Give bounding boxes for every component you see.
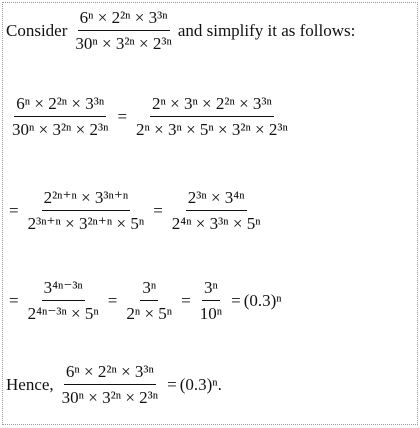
equals-sign: = [107, 290, 118, 310]
intro-prefix: Consider [6, 20, 68, 40]
step-3-second-denominator: 2ⁿ × 5ⁿ [126, 304, 173, 323]
step-3-second-numerator: 3ⁿ [140, 278, 158, 301]
equals-sign: = [181, 290, 191, 310]
step-2-first-denominator: 2³ⁿ⁺ⁿ × 3²ⁿ⁺ⁿ × 5ⁿ [27, 214, 145, 233]
step-1-lhs-fraction [10, 94, 110, 139]
intro-suffix: and simplify it as follows: [177, 20, 356, 40]
intro-fraction [73, 8, 173, 53]
step-2-second-denominator: 2⁴ⁿ × 3³ⁿ × 5ⁿ [171, 214, 261, 233]
step-3-result: (0.3)ⁿ [243, 290, 282, 310]
step-3-second-fraction [124, 278, 174, 323]
equals-sign: = [9, 290, 19, 310]
intro-numerator: 6ⁿ × 2²ⁿ × 3³ⁿ [78, 8, 170, 31]
step-3-third-denominator: 10ⁿ [199, 304, 223, 323]
step-1-rhs-denominator: 2ⁿ × 3ⁿ × 5ⁿ × 3²ⁿ × 2³ⁿ [136, 120, 288, 139]
equals-sign: = [231, 290, 241, 310]
step-2-first-fraction [26, 188, 147, 233]
step-3-first-numerator: 3⁴ⁿ⁻³ⁿ [42, 278, 85, 301]
intro-line [6, 8, 357, 53]
conclusion-denominator: 30ⁿ × 3²ⁿ × 2³ⁿ [61, 388, 159, 407]
equals-sign: = [9, 200, 19, 220]
conclusion-prefix: Hence, [6, 374, 54, 394]
step-2-second-numerator: 2³ⁿ × 3⁴ⁿ [186, 188, 247, 211]
equals-sign: = [117, 106, 128, 126]
step-2-first-numerator: 2²ⁿ⁺ⁿ × 3³ⁿ⁺ⁿ [42, 188, 131, 211]
conclusion-numerator: 6ⁿ × 2²ⁿ × 3³ⁿ [64, 362, 156, 385]
step-3-line [6, 278, 282, 323]
step-3-third-numerator: 3ⁿ [202, 278, 220, 301]
step-3-third-fraction [198, 278, 224, 323]
step-3-first-fraction [26, 278, 101, 323]
conclusion-result: (0.3)ⁿ. [179, 374, 222, 394]
step-1-line [6, 94, 294, 139]
step-1-rhs-fraction [134, 94, 290, 139]
equals-sign: = [153, 200, 163, 220]
step-2-second-fraction [170, 188, 263, 233]
step-3-first-denominator: 2⁴ⁿ⁻³ⁿ × 5ⁿ [27, 304, 99, 323]
step-1-lhs-numerator: 6ⁿ × 2²ⁿ × 3³ⁿ [14, 94, 106, 117]
step-1-lhs-denominator: 30ⁿ × 3²ⁿ × 2³ⁿ [12, 120, 109, 139]
step-2-line [6, 188, 267, 233]
intro-denominator: 30ⁿ × 3²ⁿ × 2³ⁿ [75, 34, 172, 53]
equals-sign: = [167, 374, 177, 394]
step-1-rhs-numerator: 2ⁿ × 3ⁿ × 2²ⁿ × 3³ⁿ [150, 94, 274, 117]
conclusion-fraction [60, 362, 160, 407]
conclusion-line [6, 362, 222, 407]
